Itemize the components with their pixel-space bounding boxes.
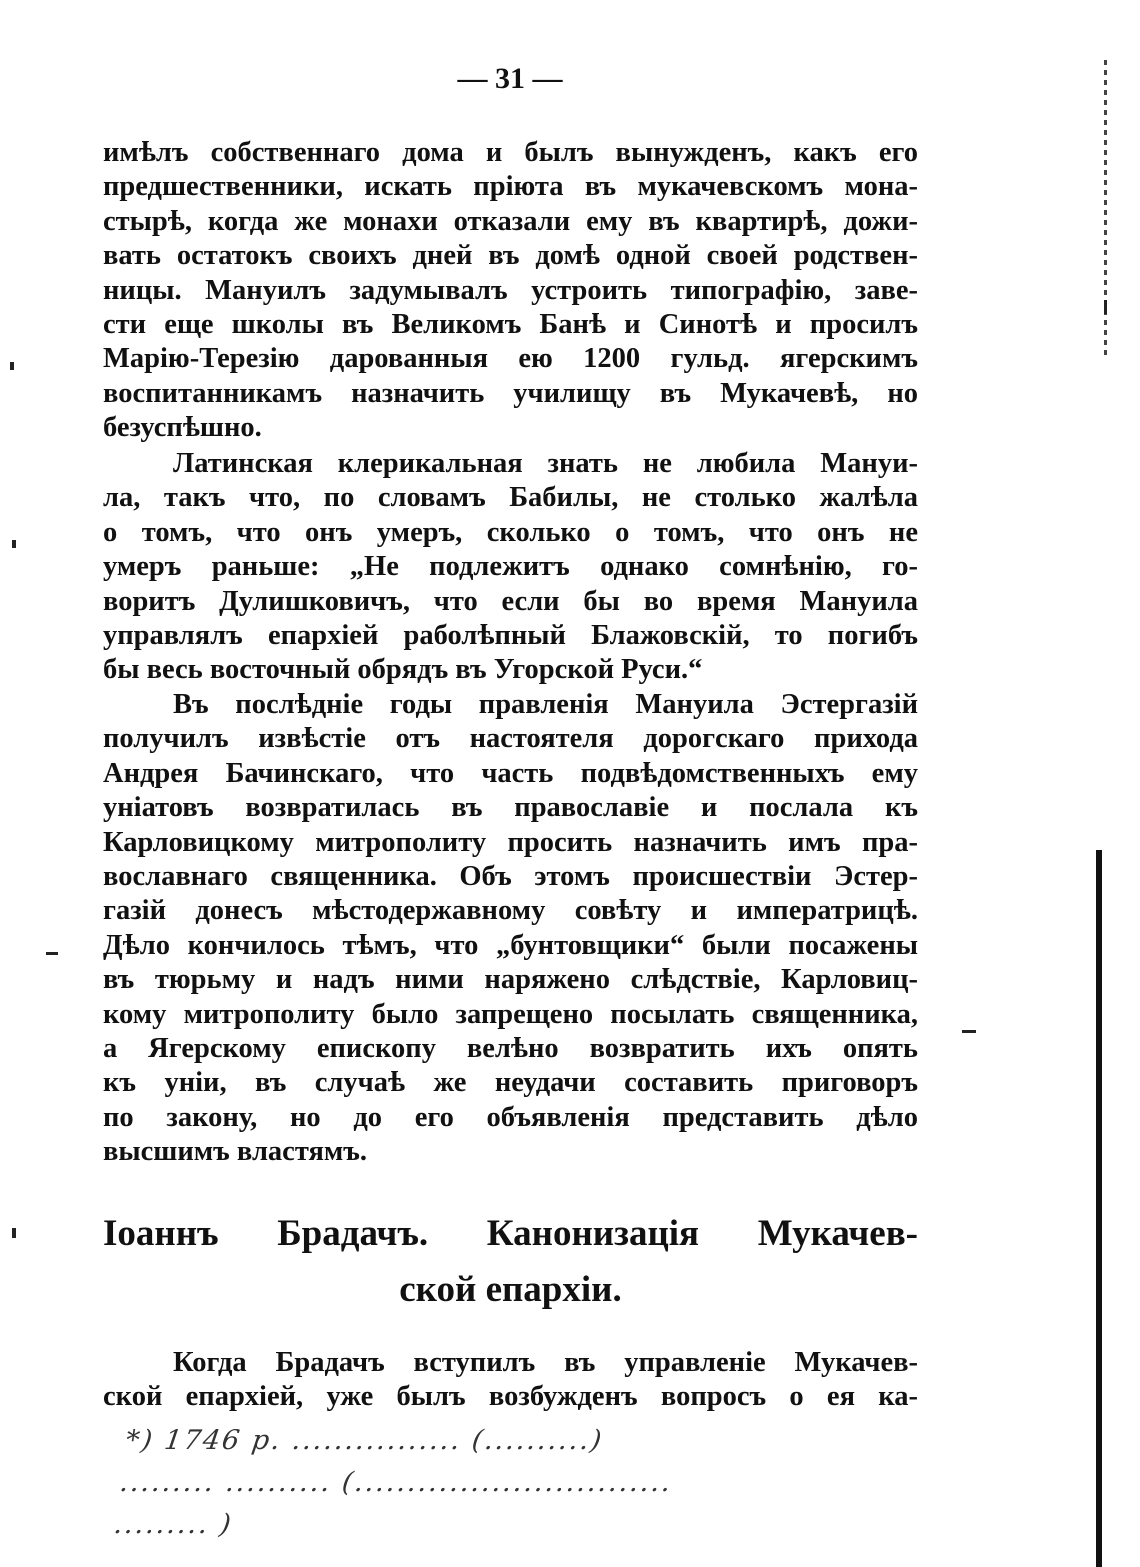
paragraph-4 — [103, 1346, 918, 1415]
margin-speck — [962, 1030, 976, 1033]
text-line: воритъ Дулишковичъ, что если бы во время Мануила — [103, 585, 918, 617]
text-line: Дѣло кончилось тѣмъ, что „бунтовщики“ были посажены — [103, 929, 918, 961]
handwritten-line: ......... ) — [111, 1509, 235, 1540]
text-line: умеръ раньше: „Не подлежитъ однако сомнѣнію, го- — [103, 551, 918, 583]
text-line: о томъ, что онъ умеръ, сколько о томъ, что онъ не — [103, 516, 918, 548]
text-line: Латинская клерикальная знать не любила Мануи- — [173, 448, 918, 479]
text-line: къ уніи, въ случаѣ же неудачи составить приговоръ — [103, 1067, 918, 1099]
margin-speck — [12, 540, 16, 548]
text-line: воспитанникамъ назначить училищу въ Мукачевѣ, но — [103, 377, 918, 409]
text-line: бы весь восточный обрядъ въ Угорской Руси.“ — [103, 654, 703, 686]
paragraph-3 — [103, 688, 918, 1169]
text-line: получилъ извѣстіе отъ настоятеля дорогскаго прихода — [103, 723, 918, 755]
paragraph-1 — [103, 136, 918, 446]
paragraph-2 — [103, 447, 918, 688]
text-line: газій донесъ мѣстодержавному совѣту и императрицѣ. — [103, 895, 918, 927]
text-line: предшественники, искать пріюта въ мукачевскомъ мона- — [103, 171, 918, 203]
handwritten-line: ......... .......... (.............................. — [117, 1467, 675, 1498]
margin-speck — [46, 952, 58, 955]
handwritten-line: *) 1746 р. ................ (..........) — [123, 1425, 606, 1456]
text-line: ской епархіей, уже былъ возбужденъ вопросъ о ея ка- — [103, 1381, 918, 1413]
text-line: Въ послѣдніе годы правленія Мануила Эстергазій — [173, 689, 918, 720]
text-line: безуспѣшно. — [103, 412, 262, 444]
margin-speck — [10, 362, 14, 370]
heading-line: Іоаннъ Брадачъ. Канонизація Мукачев- — [103, 1213, 918, 1254]
text-line: стырѣ, когда же монахи отказали ему въ квартирѣ, дожи- — [103, 205, 918, 237]
text-line: Марію-Терезію дарованныя ею 1200 гульд. ягерскимъ — [103, 343, 918, 375]
margin-vertical-rule — [1096, 850, 1102, 1567]
page-number: — 31 — — [457, 62, 563, 95]
text-line: по закону, но до его объявленія представить дѣло — [103, 1101, 918, 1133]
text-line: имѣлъ собственнаго дома и былъ вынужденъ, какъ его — [103, 137, 918, 168]
text-line: въ тюрьму и надъ ними наряжено слѣдствіе, Карловиц- — [103, 964, 918, 996]
text-line: ницы. Мануилъ задумывалъ устроить типографію, заве- — [103, 274, 918, 306]
text-line: кому митрополиту было запрещено посылать священника, — [103, 998, 918, 1030]
text-line: сти еще школы въ Великомъ Банѣ и Синотѣ и просилъ — [103, 308, 918, 340]
text-line: управлялъ епархіей раболѣпный Блажовскій, то погибъ — [103, 619, 918, 651]
text-line: Андрея Бачинскаго, что часть подвѣдомственныхъ ему — [103, 757, 918, 789]
text-line: а Ягерскому епископу велѣно возвратить ихъ опять — [103, 1032, 918, 1064]
heading-line: ской епархіи. — [399, 1269, 622, 1310]
text-line: Когда Брадачъ вступилъ въ управленіе Мукачев- — [173, 1347, 918, 1378]
text-line: ла, такъ что, по словамъ Бабилы, не столько жалѣла — [103, 482, 918, 514]
text-line: Карловицкому митрополиту просить назначить имъ пра- — [103, 826, 918, 858]
handwritten-footnote — [111, 1420, 1049, 1546]
section-heading — [103, 1206, 918, 1318]
text-line: уніатовъ возвратилась въ православіе и послала къ — [103, 792, 918, 824]
text-line: вать остатокъ своихъ дней въ домѣ одной своей родствен- — [103, 240, 918, 272]
margin-speck — [12, 1228, 16, 1238]
margin-speck — [1104, 300, 1107, 314]
margin-dotted-line — [1104, 60, 1107, 360]
text-line: вославнаго священника. Объ этомъ происшествіи Эстер- — [103, 860, 918, 892]
text-line: высшимъ властямъ. — [103, 1136, 368, 1168]
